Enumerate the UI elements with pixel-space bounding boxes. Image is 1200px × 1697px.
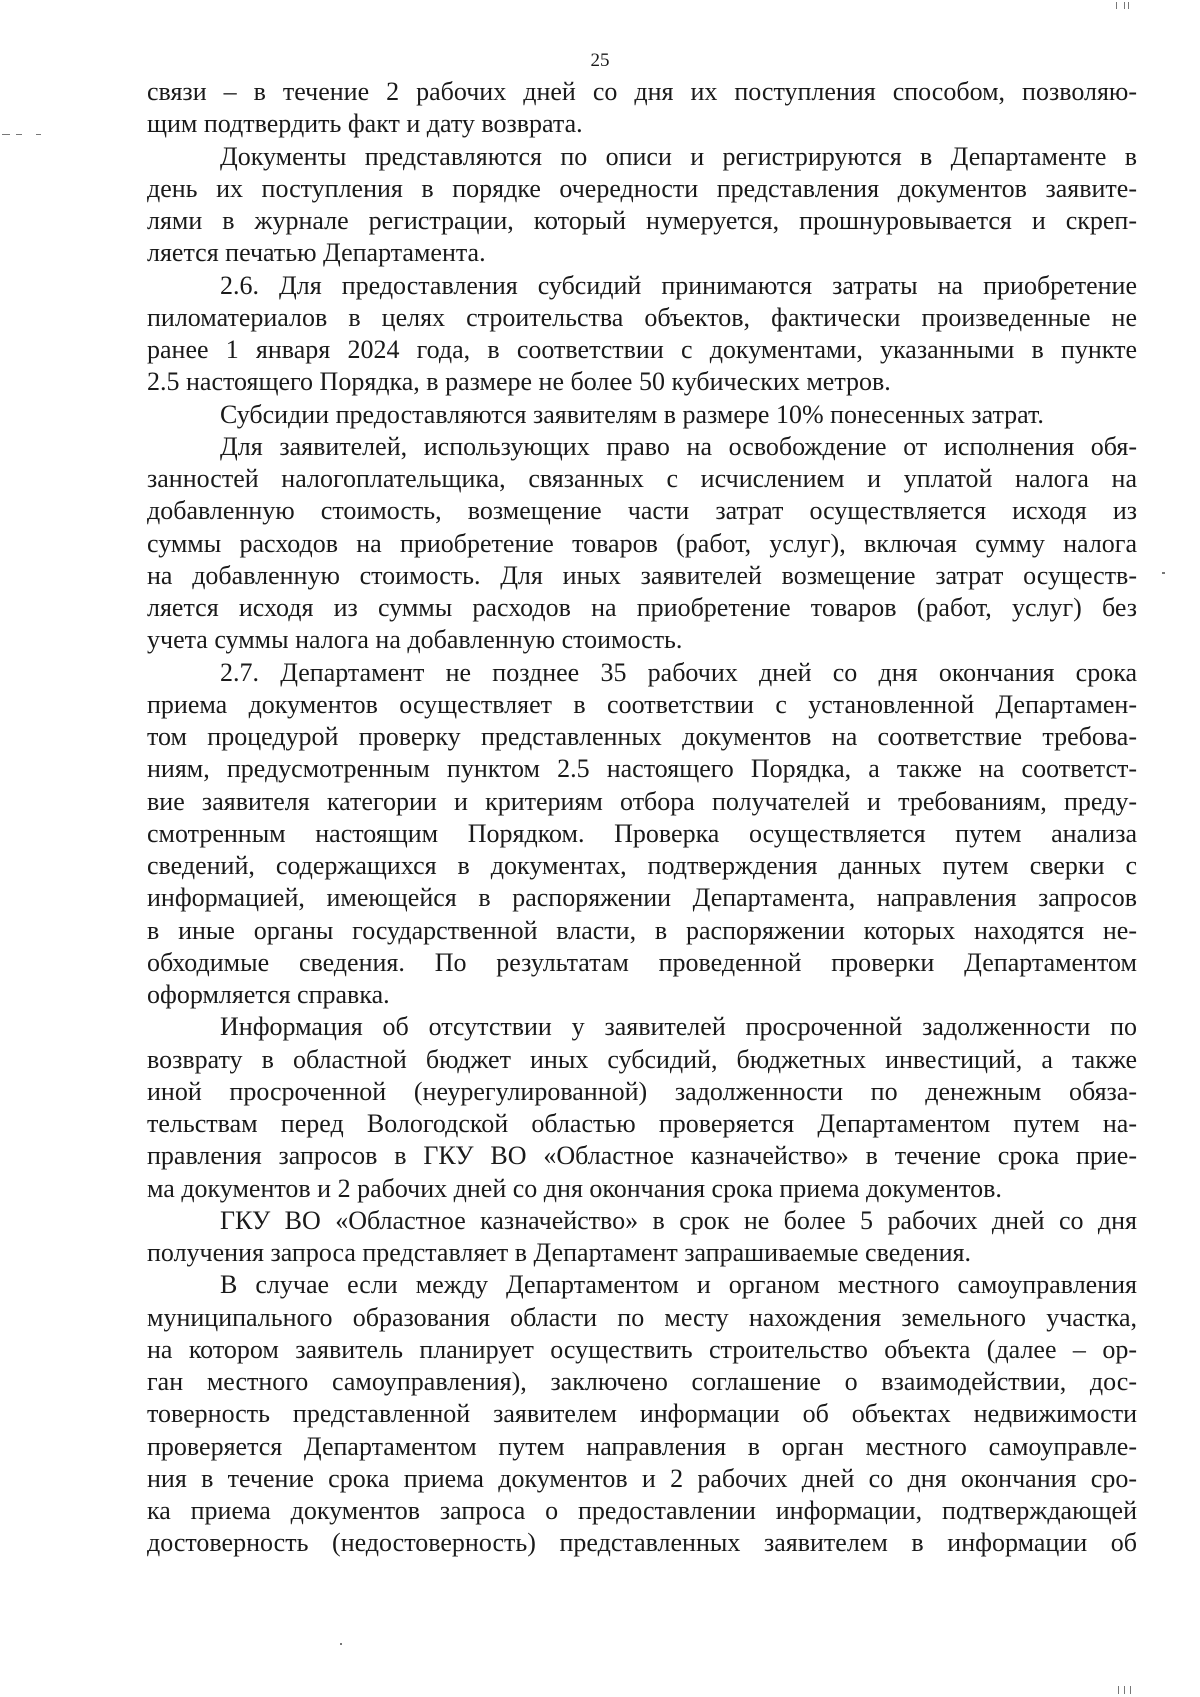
text-line: ГКУ ВО «Областное казначейство» в срок не более 5 рабочих дней со дня: [220, 1205, 1137, 1235]
text-line: иной просроченной (неурегулированной) задолженности по денежным обяза-: [147, 1076, 1137, 1106]
text-line: 2.5 настоящего Порядка, в размере не более 50 кубических метров.: [147, 367, 891, 397]
text-line: тельствам перед Вологодской областью проверяется Департаментом путем на-: [147, 1109, 1137, 1138]
page-number: 25: [590, 50, 610, 71]
text-line: ган местного самоуправления), заключено соглашение о взаимодействии, дос-: [147, 1367, 1137, 1396]
text-line: товерность представленной заявителем информации об объектах недвижимости: [147, 1399, 1137, 1429]
document-body: [147, 76, 1137, 1560]
text-line: приема документов осуществляет в соответствии с установленной Департамен-: [147, 689, 1137, 719]
text-line: 2.6. Для предоставления субсидий принимаются затраты на приобретение: [220, 270, 1137, 300]
text-line: на добавленную стоимость. Для иных заявителей возмещение затрат осуществ-: [147, 560, 1137, 590]
text-line: ранее 1 января 2024 года, в соответствии с документами, указанными в пункте: [147, 335, 1137, 364]
text-line: Для заявителей, использующих право на освобождение от исполнения обя-: [220, 431, 1137, 461]
text-line: достоверность (недостоверность) представленных заявителем в информации об: [147, 1528, 1137, 1558]
text-line: суммы расходов на приобретение товаров (работ, услуг), включая сумму налога: [147, 528, 1137, 558]
text-line: ляется печатью Департамента.: [147, 238, 486, 268]
text-line: обходимые сведения. По результатам проведенной проверки Департаментом: [147, 947, 1137, 977]
text-line: ляется исходя из суммы расходов на приобретение товаров (работ, услуг) без: [147, 593, 1137, 622]
text-line: занностей налогоплательщика, связанных с исчислением и уплатой налога на: [147, 464, 1137, 493]
text-line: В случае если между Департаментом и органом местного самоуправления: [220, 1270, 1137, 1300]
text-line: правления запросов в ГКУ ВО «Областное казначейство» в течение срока прие-: [147, 1141, 1137, 1171]
text-line: получения запроса представляет в Департамент запрашиваемые сведения.: [147, 1238, 971, 1267]
text-line: добавленную стоимость, возмещение части затрат осуществляется исходя из: [147, 496, 1137, 526]
text-line: на котором заявитель планирует осуществить строительство объекта (далее – ор-: [147, 1334, 1137, 1364]
text-line: день их поступления в порядке очередности представления документов заявите-: [147, 173, 1137, 203]
text-line: щим подтвердить факт и дату возврата.: [147, 109, 583, 139]
text-line: ма документов и 2 рабочих дней со дня окончания срока приема документов.: [147, 1173, 1002, 1203]
text-line: связи – в течение 2 рабочих дней со дня их поступления способом, позволяю-: [147, 77, 1137, 106]
text-line: ниям, предусмотренным пунктом 2.5 настоящего Порядка, а также на соответст-: [147, 754, 1137, 784]
text-line: учета суммы налога на добавленную стоимость.: [147, 625, 683, 655]
text-line: в иные органы государственной власти, в распоряжении которых находятся не-: [147, 915, 1137, 945]
text-line: Информация об отсутствии у заявителей просроченной задолженности по: [220, 1012, 1137, 1042]
text-line: информацией, имеющейся в распоряжении Департамента, направления запросов: [147, 883, 1137, 913]
text-line: ния в течение срока приема документов и 2 рабочих дней со дня окончания сро-: [147, 1463, 1137, 1493]
text-line: сведений, содержащихся в документах, подтверждения данных путем сверки с: [147, 851, 1137, 880]
text-line: смотренным настоящим Порядком. Проверка осуществляется путем анализа: [147, 818, 1137, 848]
text-line: Субсидии предоставляются заявителям в размере 10% понесенных затрат.: [220, 399, 1044, 429]
text-line: вие заявителя категории и критериям отбора получателей и требованиям, преду-: [147, 786, 1137, 816]
text-line: оформляется справка.: [147, 980, 390, 1009]
text-line: том процедурой проверку представленных документов на соответствие требова-: [147, 722, 1137, 751]
text-line: 2.7. Департамент не позднее 35 рабочих дней со дня окончания срока: [220, 657, 1137, 687]
text-line: проверяется Департаментом путем направления в орган местного самоуправле-: [147, 1431, 1137, 1461]
text-line: муниципального образования области по месту нахождения земельного участка,: [147, 1302, 1137, 1332]
text-line: Документы представляются по описи и регистрируются в Департаменте в: [220, 141, 1137, 171]
text-line: пиломатериалов в целях строительства объектов, фактически произведенные не: [147, 302, 1137, 332]
text-line: возврату в областной бюджет иных субсидий, бюджетных инвестиций, а также: [147, 1044, 1137, 1074]
text-line: ка приема документов запроса о предоставлении информации, подтверждающей: [147, 1496, 1137, 1525]
text-line: лями в журнале регистрации, который нумеруется, прошнуровывается и скреп-: [147, 206, 1137, 235]
